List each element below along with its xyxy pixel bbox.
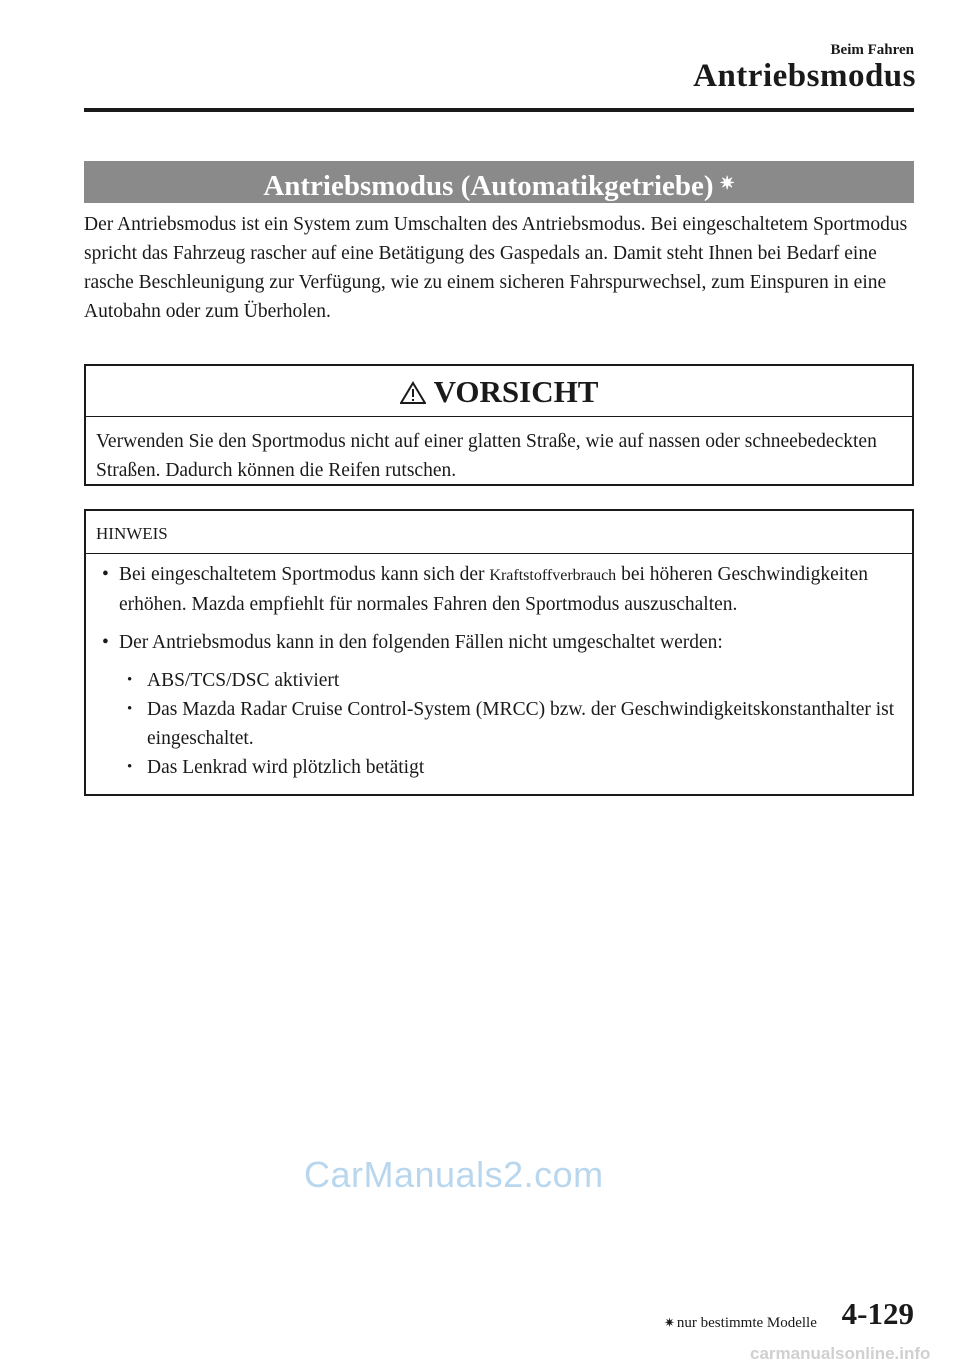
footer-note-text: nur bestimmte Modelle bbox=[676, 1315, 817, 1331]
caution-title: VORSICHT bbox=[433, 374, 599, 409]
note-bullet bbox=[96, 560, 900, 619]
note-bullet bbox=[96, 628, 900, 657]
models-star-icon: ✷ bbox=[664, 1315, 675, 1330]
section-title: Antriebsmodus (Automatikgetriebe) bbox=[263, 170, 714, 202]
warning-triangle-icon bbox=[400, 381, 426, 405]
footer-note bbox=[664, 1315, 817, 1332]
note-box bbox=[84, 509, 914, 796]
note-sub-item-text: Das Mazda Radar Cruise Control-System (MRCC) bzw. der Geschwindigkeitskonstanthalter ist eingeschaltet. bbox=[147, 699, 895, 749]
sub-bullet-dot-icon: • bbox=[127, 701, 133, 717]
bullet-dot-icon: • bbox=[102, 564, 109, 585]
note-sub-item-text: ABS/TCS/DSC aktiviert bbox=[147, 670, 340, 691]
caution-text: Verwenden Sie den Sportmodus nicht auf einer glatten Straße, wie auf nassen oder schneebedeckten Straßen. Dadurch können die Reifen rutschen. bbox=[96, 431, 877, 481]
chapter-title: Beim Fahren bbox=[830, 42, 914, 58]
note-sub-item-text: Das Lenkrad wird plötzlich betätigt bbox=[147, 757, 425, 778]
caution-header bbox=[86, 366, 912, 417]
note-body bbox=[86, 554, 912, 782]
note-sub-item bbox=[96, 695, 900, 753]
note-sub-item bbox=[96, 666, 900, 695]
note-bullet-text-2: Kraftstoffverbrauch bbox=[489, 567, 617, 584]
watermark-logo: CarManuals2.com bbox=[304, 1154, 604, 1195]
note-title: HINWEIS bbox=[86, 511, 912, 554]
note-bullet-text-1: Bei eingeschaltetem Sportmodus kann sich der bbox=[119, 564, 490, 585]
section-title-bar bbox=[84, 161, 914, 203]
note-bullet-text-3: bei höheren Geschwindigkeiten erhöhen. Mazda empfiehlt für normales Fahren den Sportmodus auszuschalten. bbox=[119, 564, 868, 615]
page-number: 4-129 bbox=[841, 1296, 914, 1331]
note-sub-item bbox=[96, 753, 900, 782]
caution-box bbox=[84, 364, 914, 486]
sub-bullet-dot-icon: • bbox=[127, 672, 133, 688]
sub-bullet-dot-icon: • bbox=[127, 759, 133, 775]
header-divider bbox=[84, 108, 914, 112]
site-watermark: carmanualsonline.info bbox=[750, 1344, 931, 1363]
page-heading: Antriebsmodus bbox=[693, 58, 916, 94]
models-star-icon: ✷ bbox=[719, 173, 735, 193]
note-bullet-text: Der Antriebsmodus kann in den folgenden Fällen nicht umgeschaltet werden: bbox=[119, 632, 723, 653]
bullet-dot-icon: • bbox=[102, 632, 109, 653]
intro-paragraph: Der Antriebsmodus ist ein System zum Umschalten des Antriebsmodus. Bei eingeschaltetem Sportmodus spricht das Fahrzeug rascher auf eine Betätigung des Gaspedals an. Damit steht Ihnen bei Bedarf eine rasche Beschleunigung zur Verfügung, wie zu einem sicheren Fahrspurwechsel, zum Einspuren in eine Autobahn oder zum Überholen. bbox=[84, 214, 908, 322]
